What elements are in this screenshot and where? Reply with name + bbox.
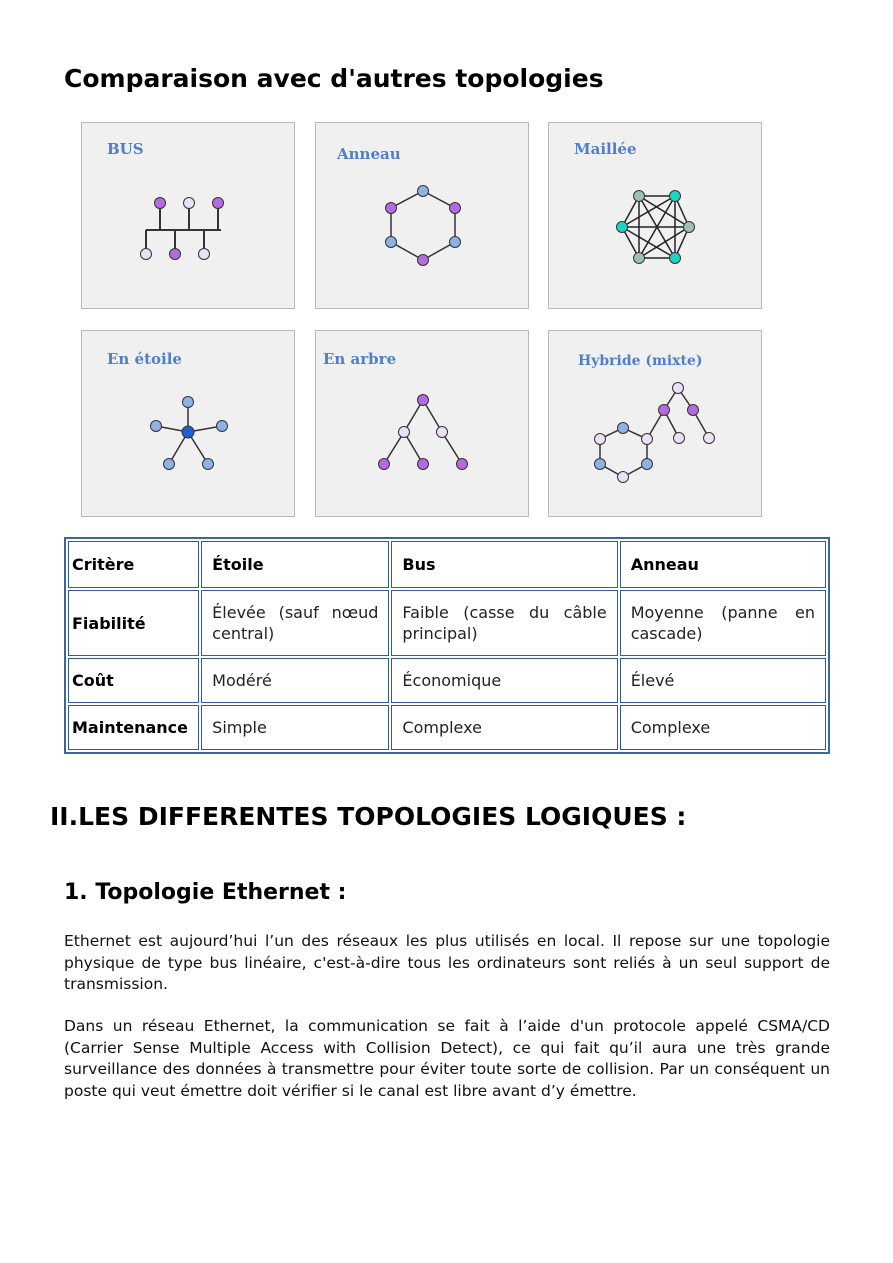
section-title: II.LES DIFFERENTES TOPOLOGIES LOGIQUES : xyxy=(50,802,687,831)
table-row xyxy=(68,658,826,703)
diagram-tree xyxy=(315,330,529,517)
diagram-bus xyxy=(81,122,295,309)
tree-topology-graphic xyxy=(316,331,530,518)
subsection-title: 1. Topologie Ethernet : xyxy=(64,880,347,905)
table-header-row xyxy=(68,541,826,588)
table-cell: Moyenne (panne en cascade) xyxy=(620,590,826,656)
table-row xyxy=(68,705,826,750)
diagram-bus-title: BUS xyxy=(107,140,144,158)
diagram-mesh xyxy=(548,122,762,309)
table-cell: Faible (casse du câble principal) xyxy=(391,590,617,656)
diagram-ring xyxy=(315,122,529,309)
diagram-mesh-title: Maillée xyxy=(574,140,637,158)
hybrid-topology-graphic xyxy=(549,331,763,518)
comparison-heading: Comparaison avec d'autres topologies xyxy=(64,64,604,93)
table-header-cell: Critère xyxy=(68,541,199,588)
table-row xyxy=(68,590,826,656)
diagram-star xyxy=(81,330,295,517)
table-header-cell: Bus xyxy=(391,541,617,588)
diagram-tree-title: En arbre xyxy=(323,350,397,368)
bus-topology-graphic xyxy=(82,123,296,310)
table-cell: Modéré xyxy=(201,658,389,703)
table-cell-criterion: Fiabilité xyxy=(68,590,199,656)
table-cell: Élevé xyxy=(620,658,826,703)
diagram-hybrid-title: Hybride (mixte) xyxy=(578,353,703,369)
diagram-star-title: En étoile xyxy=(107,350,182,368)
table-header-cell: Anneau xyxy=(620,541,826,588)
mesh-topology-graphic xyxy=(549,123,763,310)
table-cell-criterion: Coût xyxy=(68,658,199,703)
ring-topology-graphic xyxy=(316,123,530,310)
diagram-ring-title: Anneau xyxy=(337,145,401,163)
diagram-hybrid xyxy=(548,330,762,517)
table-cell-criterion: Maintenance xyxy=(68,705,199,750)
table-cell: Élevée (sauf nœud central) xyxy=(201,590,389,656)
table-cell: Simple xyxy=(201,705,389,750)
table-cell: Économique xyxy=(391,658,617,703)
star-topology-graphic xyxy=(82,331,296,518)
comparison-table xyxy=(64,537,830,754)
paragraph: Dans un réseau Ethernet, la communication se fait à l’aide d'un protocole appelé CSMA/CD (Carrier Sense Multiple Access with Collision Detect), ce qui fait qu’il aura une très grande surveillance des données à transmettre pour éviter toute sorte de collision. Par un conséquent un poste qui veut émettre doit vérifier si le canal est libre avant d’y émettre. xyxy=(64,1017,830,1100)
table-cell: Complexe xyxy=(620,705,826,750)
table-header-cell: Étoile xyxy=(201,541,389,588)
paragraph: Ethernet est aujourd’hui l’un des réseaux les plus utilisés en local. Il repose sur une topologie physique de type bus linéaire, c'est-à-dire tous les ordinateurs sont reliés à un seul support de transmission. xyxy=(64,932,830,993)
table-cell: Complexe xyxy=(391,705,617,750)
